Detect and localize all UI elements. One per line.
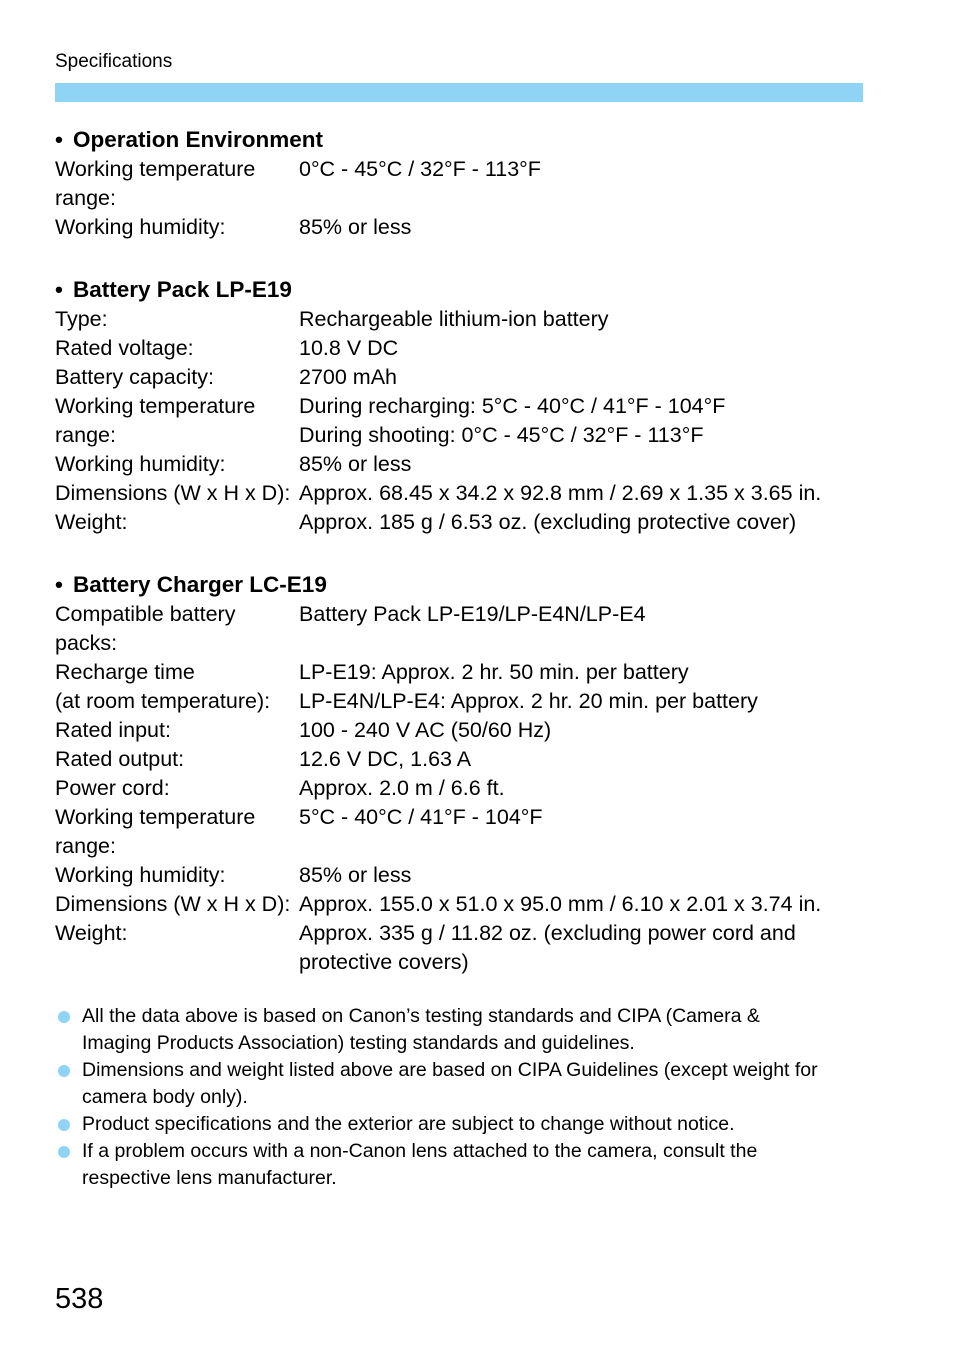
spec-section xyxy=(55,274,863,537)
spec-row xyxy=(55,658,821,716)
spec-value-line: During shooting: 0°C - 45°C / 32°F - 113°F xyxy=(299,423,704,447)
spec-value-line: 0°C - 45°C / 32°F - 113°F xyxy=(299,157,541,181)
spec-table xyxy=(55,600,821,977)
header-bar xyxy=(55,83,863,102)
note-line: respective lens manufacturer. xyxy=(82,1167,337,1189)
spec-section xyxy=(55,569,863,977)
spec-row xyxy=(55,803,821,861)
note-line: Dimensions and weight listed above are based on CIPA Guidelines (except weight for xyxy=(82,1059,818,1081)
spec-row xyxy=(55,774,821,803)
note-line: Imaging Products Association) testing standards and guidelines. xyxy=(82,1032,635,1054)
spec-label xyxy=(55,508,299,537)
spec-value xyxy=(299,600,821,658)
spec-table xyxy=(55,305,821,537)
note-bullet-icon xyxy=(58,1119,70,1131)
note-item xyxy=(55,1003,863,1057)
spec-label-line: Working humidity: xyxy=(55,215,226,239)
spec-label-line: packs: xyxy=(55,631,118,655)
spec-value-line: 5°C - 40°C / 41°F - 104°F xyxy=(299,805,543,829)
spec-value-line: LP-E19: Approx. 2 hr. 50 min. per battery xyxy=(299,660,689,684)
spec-value xyxy=(299,334,821,363)
spec-label-line: range: xyxy=(55,834,116,858)
spec-label xyxy=(55,658,299,716)
spec-value-line: 100 - 240 V AC (50/60 Hz) xyxy=(299,718,552,742)
spec-label-line: Working temperature xyxy=(55,805,256,829)
spec-label-line: Working humidity: xyxy=(55,863,226,887)
spec-value xyxy=(299,155,541,213)
spec-label xyxy=(55,803,299,861)
spec-value-line xyxy=(299,832,821,861)
bullet-icon: • xyxy=(55,127,63,152)
spec-section xyxy=(55,124,863,242)
spec-value-line: During recharging: 5°C - 40°C / 41°F - 104°F xyxy=(299,394,726,418)
spec-label xyxy=(55,363,299,392)
spec-value-line: 10.8 V DC xyxy=(299,336,399,360)
spec-value-line: Approx. 2.0 m / 6.6 ft. xyxy=(299,776,505,800)
spec-row xyxy=(55,479,821,508)
spec-value-line: 85% or less xyxy=(299,863,412,887)
spec-value xyxy=(299,508,821,537)
spec-value-line: Approx. 68.45 x 34.2 x 92.8 mm / 2.69 x 1.35 x 3.65 in. xyxy=(299,481,822,505)
spec-value xyxy=(299,803,821,861)
spec-value-line xyxy=(299,629,821,658)
spec-value xyxy=(299,305,821,334)
spec-value xyxy=(299,890,821,919)
spec-value xyxy=(299,213,541,242)
spec-label xyxy=(55,600,299,658)
spec-row xyxy=(55,745,821,774)
spec-value-line: Approx. 335 g / 11.82 oz. (excluding power cord and xyxy=(299,921,796,945)
spec-label-line: Working humidity: xyxy=(55,452,226,476)
spec-value-line: 85% or less xyxy=(299,215,412,239)
section-title-text: Operation Environment xyxy=(73,127,324,152)
spec-label xyxy=(55,334,299,363)
note-line: All the data above is based on Canon’s testing standards and CIPA (Camera & xyxy=(82,1005,760,1027)
spec-value-line: 12.6 V DC, 1.63 A xyxy=(299,747,472,771)
spec-label-line: Rated input: xyxy=(55,718,171,742)
spec-label-line: range: xyxy=(55,186,116,210)
spec-row xyxy=(55,450,821,479)
spec-row xyxy=(55,213,541,242)
spec-label xyxy=(55,155,299,213)
spec-row xyxy=(55,334,821,363)
spec-label xyxy=(55,774,299,803)
spec-value xyxy=(299,658,821,716)
note-item xyxy=(55,1138,863,1192)
spec-row xyxy=(55,716,821,745)
spec-label-line: Recharge time xyxy=(55,660,195,684)
section-title xyxy=(55,274,863,305)
spec-value-line: 2700 mAh xyxy=(299,365,398,389)
spec-row xyxy=(55,305,821,334)
note-bullet-icon xyxy=(58,1146,70,1158)
note-line: camera body only). xyxy=(82,1086,248,1108)
spec-label-line: Working temperature xyxy=(55,394,256,418)
note-item xyxy=(55,1111,863,1138)
spec-label xyxy=(55,305,299,334)
spec-label-line xyxy=(55,948,299,977)
note-bullet-icon xyxy=(58,1065,70,1077)
section-title xyxy=(55,569,863,600)
spec-label xyxy=(55,213,299,242)
spec-value-line xyxy=(299,184,541,213)
bullet-icon: • xyxy=(55,277,63,302)
spec-row xyxy=(55,392,821,450)
spec-label xyxy=(55,919,299,977)
spec-label-line: Weight: xyxy=(55,510,128,534)
spec-label-line: Working temperature xyxy=(55,157,256,181)
spec-row xyxy=(55,155,541,213)
section-title-text: Battery Charger LC-E19 xyxy=(73,572,327,597)
spec-label-line: Compatible battery xyxy=(55,602,236,626)
note-bullet-icon xyxy=(58,1011,70,1023)
section-title xyxy=(55,124,863,155)
spec-label xyxy=(55,745,299,774)
note-line: If a problem occurs with a non-Canon lens attached to the camera, consult the xyxy=(82,1140,758,1162)
spec-label xyxy=(55,890,299,919)
spec-value xyxy=(299,919,821,977)
spec-value xyxy=(299,450,821,479)
spec-value xyxy=(299,392,821,450)
spec-label-line: Battery capacity: xyxy=(55,365,214,389)
bullet-icon: • xyxy=(55,572,63,597)
running-head: Specifications xyxy=(55,51,173,72)
spec-label-line: Power cord: xyxy=(55,776,170,800)
spec-label xyxy=(55,450,299,479)
spec-label xyxy=(55,861,299,890)
spec-table xyxy=(55,155,541,242)
spec-value xyxy=(299,745,821,774)
spec-value-line: Battery Pack LP-E19/LP-E4N/LP-E4 xyxy=(299,602,646,626)
spec-value-line: Approx. 185 g / 6.53 oz. (excluding protective cover) xyxy=(299,510,797,534)
spec-value-line: 85% or less xyxy=(299,452,412,476)
spec-row xyxy=(55,508,821,537)
page-number: 538 xyxy=(55,1283,104,1315)
spec-row xyxy=(55,861,821,890)
spec-value-line: Approx. 155.0 x 51.0 x 95.0 mm / 6.10 x 2.01 x 3.74 in. xyxy=(299,892,822,916)
spec-value xyxy=(299,363,821,392)
spec-label-line: Weight: xyxy=(55,921,128,945)
spec-content xyxy=(55,124,863,1009)
spec-value xyxy=(299,479,821,508)
spec-row xyxy=(55,890,821,919)
spec-label-line: range: xyxy=(55,423,116,447)
spec-label-line: Dimensions (W x H x D): xyxy=(55,481,291,505)
spec-label xyxy=(55,392,299,450)
spec-label-line: Rated output: xyxy=(55,747,185,771)
spec-label-line: Type: xyxy=(55,307,108,331)
spec-label-line: (at room temperature): xyxy=(55,689,271,713)
spec-value xyxy=(299,774,821,803)
spec-value xyxy=(299,861,821,890)
spec-row xyxy=(55,919,821,977)
spec-value-line: protective covers) xyxy=(299,950,469,974)
spec-label xyxy=(55,716,299,745)
spec-value-line: LP-E4N/LP-E4: Approx. 2 hr. 20 min. per battery xyxy=(299,689,758,713)
spec-label-line: Dimensions (W x H x D): xyxy=(55,892,291,916)
spec-label xyxy=(55,479,299,508)
notes-list xyxy=(55,1003,863,1192)
spec-label-line: Rated voltage: xyxy=(55,336,194,360)
section-title-text: Battery Pack LP-E19 xyxy=(73,277,292,302)
note-line: Product specifications and the exterior are subject to change without notice. xyxy=(82,1113,735,1135)
spec-row xyxy=(55,600,821,658)
spec-value-line: Rechargeable lithium-ion battery xyxy=(299,307,609,331)
spec-row xyxy=(55,363,821,392)
note-item xyxy=(55,1057,863,1111)
spec-value xyxy=(299,716,821,745)
